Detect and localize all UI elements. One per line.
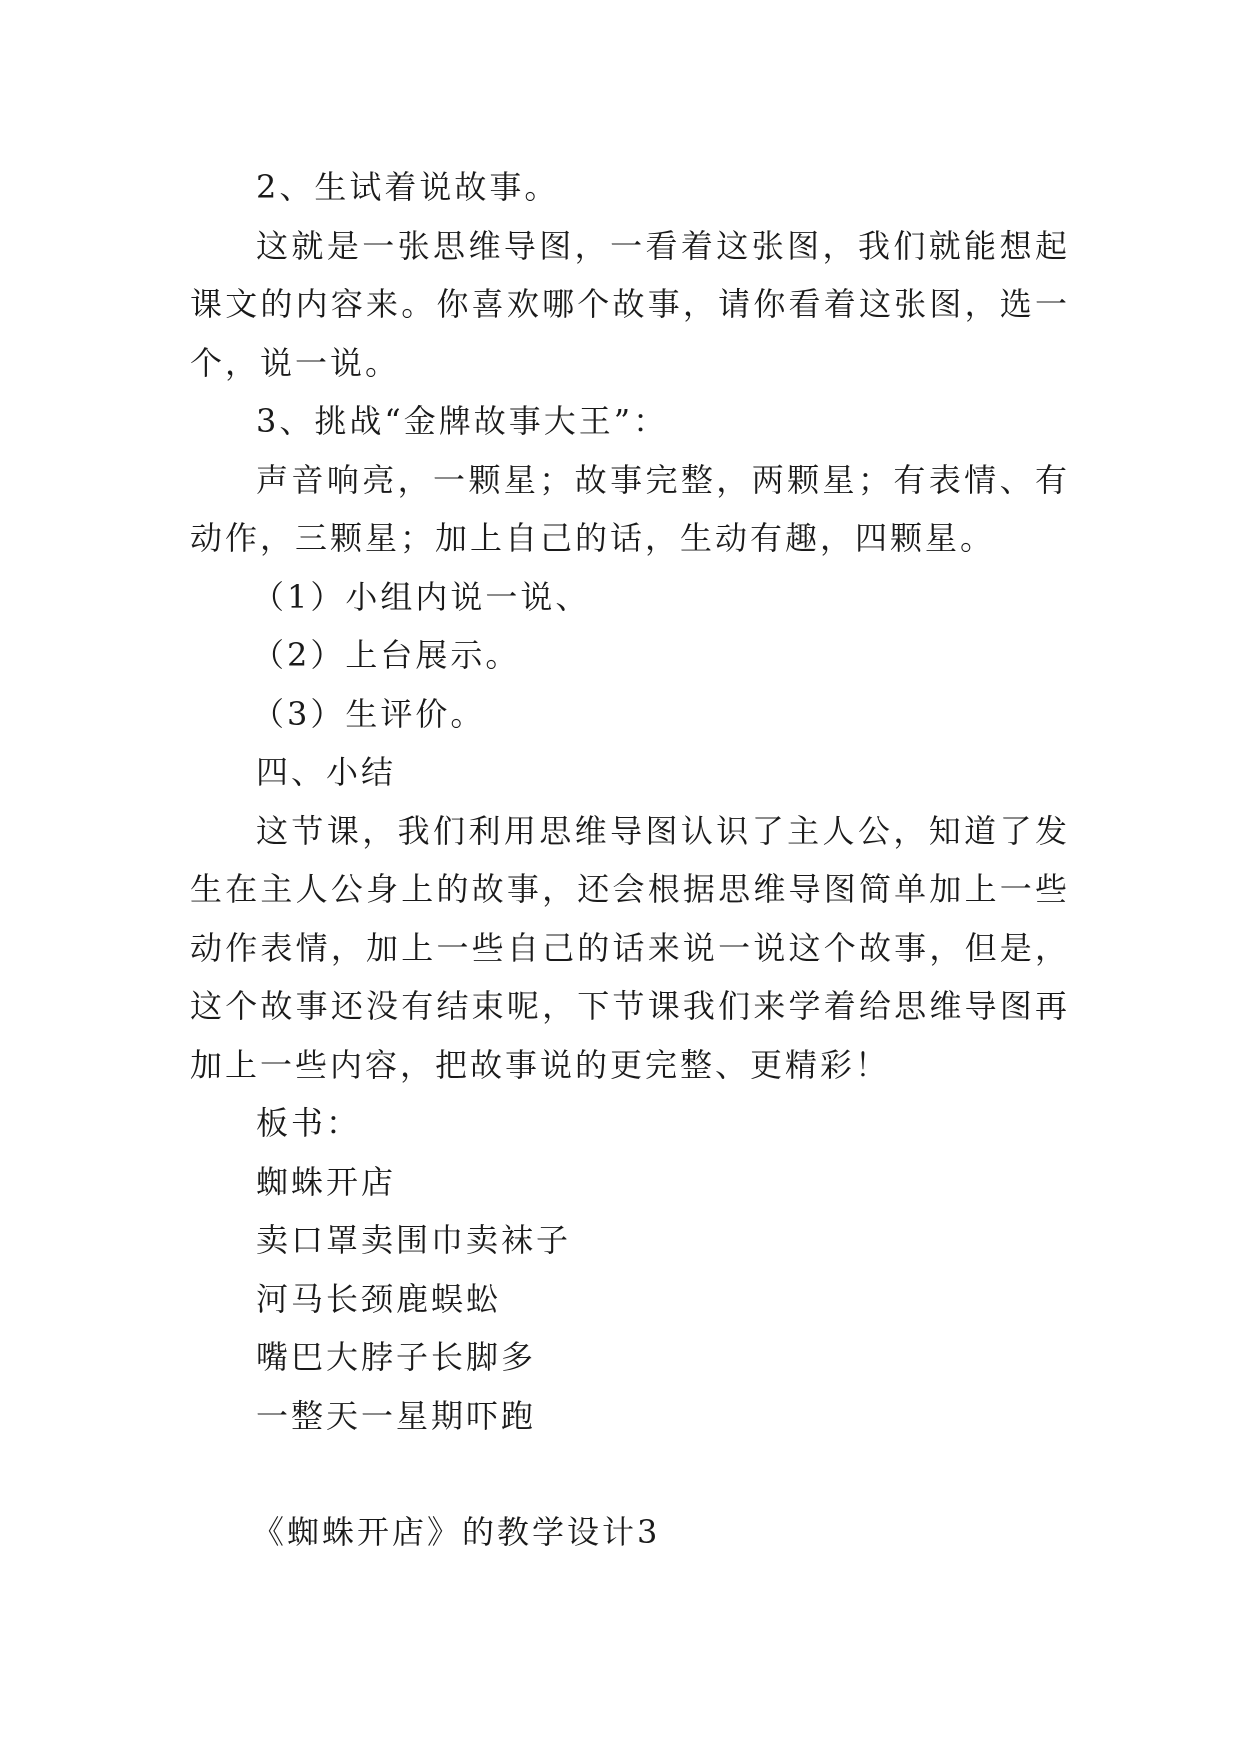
board-line-3: 河马长颈鹿蜈蚣 <box>256 1279 502 1318</box>
board-line-2: 卖口罩卖围巾卖袜子 <box>256 1221 572 1259</box>
board-line-5: 一整天一星期吓跑 <box>256 1396 537 1435</box>
sub-item-1: （1）小组内说一说、 <box>252 577 591 616</box>
next-section-title: 《蜘蛛开店》的教学设计3 <box>252 1513 661 1551</box>
summary-paragraph: 这节课，我们利用思维导图认识了主人公，知道了发生在主人公身上的故事，还会根据思维导图简单加上一些动作表情，加上一些自己的话来说一说这个故事，但是，这个故事还没有结束呢，下节课我们来学着给思维导图再加上一些内容，把故事说的更完整、更精彩！ <box>190 811 1070 1084</box>
section-spacer <box>190 1445 1070 1503</box>
board-line-1: 蜘蛛开店 <box>256 1162 397 1201</box>
star-criteria-paragraph: 声音响亮，一颗星；故事完整，两颗星；有表情、有动作，三颗星；加上自己的话，生动有趣，四颗星。 <box>190 460 1070 557</box>
sub-item-3: （3）生评价。 <box>252 694 486 733</box>
board-line-4: 嘴巴大脖子长脚多 <box>256 1338 537 1376</box>
step-3-heading: 3、挑战“金牌故事大王”： <box>256 402 669 440</box>
document-body <box>190 158 1070 1562</box>
mind-map-paragraph: 这就是一张思维导图，一看着这张图，我们就能想起课文的内容来。你喜欢哪个故事，请你看着这张图，选一个，说一说。 <box>190 226 1070 382</box>
board-heading: 板书： <box>256 1104 362 1142</box>
step-2-heading: 2、生试着说故事。 <box>256 168 560 206</box>
summary-heading: 四、小结 <box>256 753 397 791</box>
sub-item-2: （2）上台展示。 <box>252 636 521 674</box>
